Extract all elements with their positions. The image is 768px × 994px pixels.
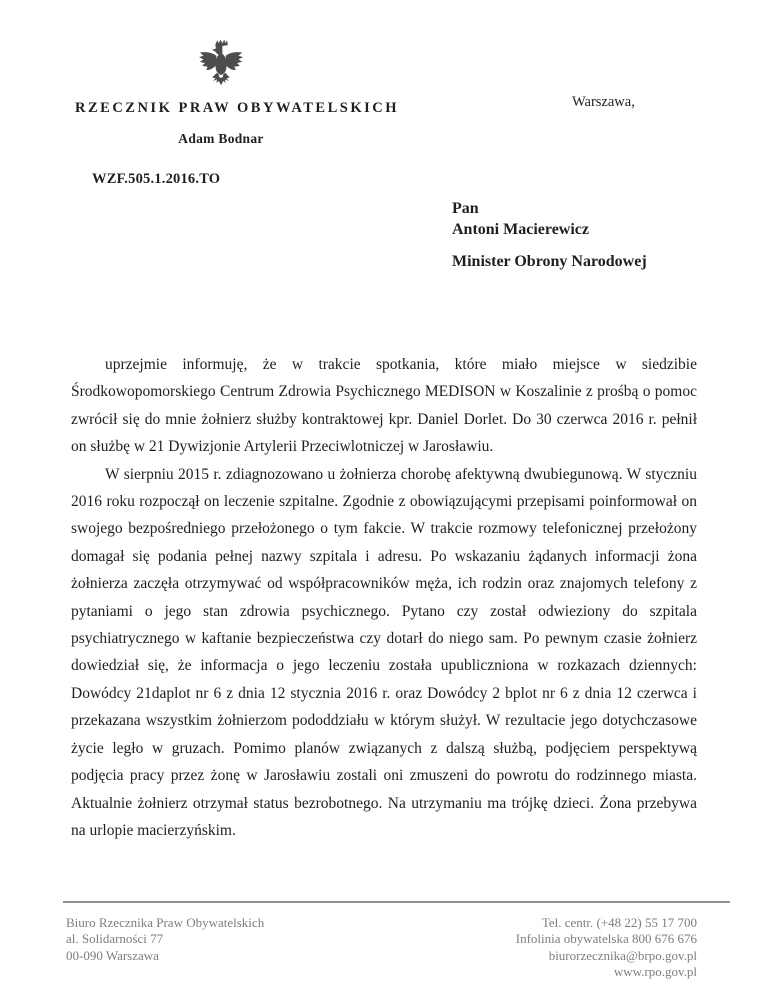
footer-address-line: 00-090 Warszawa: [66, 947, 159, 963]
footer-address-line: al. Solidarności 77: [66, 931, 164, 947]
footer-address-line: Biuro Rzecznika Praw Obywatelskich: [66, 915, 265, 930]
body-paragraph-2: W sierpniu 2015 r. zdiagnozowano u żołnierza chorobę afektywną dwubiegunową. W styczniu 2016 roku rozpoczął on leczenie szpitalne. Zgodnie z obowiązującymi przepisami poinformował on swojego bezpośredniego przełożonego o tym fakcie. W trakcie rozmowy telefonicznej przełożony domagał się podania pełnej nazwy szpitala i adresu. Po wskazaniu żądanych informacji żona żołnierza zaczęła otrzymywać od współpracowników męża, ich rodzin oraz znajomych telefony z pytaniami o jego stan zdrowia psychicznego. Pytano czy został odwieziony do szpitala psychiatrycznego w kaftanie bezpieczeństwa czy dotarł do niego sam. Po pewnym czasie żołnierz dowiedział się, że informacja o jego leczeniu została upubliczniona w rozkazach dziennych: Dowódcy 21daplot nr 6 z dnia 12 stycznia 2016 r. oraz Dowódcy 2 bplot nr 6 z dnia 12 czerwca i przekazana wszystkim żołnierzom pododdziału w którym służył. W rezultacie jego dotychczasowe życie legło w gruzach. Pomimo planów związanych z dalszą służbą, podjęciem perspektywą podjęcia pracy przez żonę w Jarosławiu zostali oni zmuszeni do powrotu do rodzinnego miasta. Aktualnie żołnierz otrzymał status bezrobotnego. Na utrzymaniu ma trójkę dzieci. Żona przebywa na urlopie macierzyńskim.: [71, 465, 697, 839]
footer-email: biurorzecznika@brpo.gov.pl: [548, 947, 697, 963]
recipient-title: Minister Obrony Narodowej: [452, 253, 647, 270]
recipient-salutation: Pan: [452, 200, 479, 217]
polish-eagle-emblem-icon: [198, 38, 244, 90]
letterhead: [75, 38, 399, 147]
signatory-name: Adam Bodnar: [178, 131, 264, 146]
org-name: RZECZNIK PRAW OBYWATELSKICH: [75, 100, 399, 116]
recipient-name: Antoni Macierewicz: [452, 221, 589, 238]
footer-contact: [516, 915, 697, 980]
body-paragraph-1: uprzejmie informuję, że w trakcie spotkania, które miało miejsce w siedzibie Środkowopomorskiego Centrum Zdrowia Psychicznego MEDISON w Koszalinie z prośbą o pomoc zwrócił się do mnie żołnierz służby kontraktowej kpr. Daniel Dorlet. Do 30 czerwca 2016 r. pełnił on służbę w 21 Dywizjonie Artylerii Przeciwlotniczej w Jarosławiu.: [71, 356, 697, 456]
recipient-block: [452, 198, 647, 272]
footer-separator: [63, 901, 730, 903]
footer-hotline: Infolinia obywatelska 800 676 676: [515, 931, 697, 947]
footer-address: [66, 915, 264, 964]
footer-website: www.rpo.gov.pl: [613, 963, 697, 979]
footer-phone: Tel. centr. (+48 22) 55 17 700: [541, 915, 697, 930]
reference-number: WZF.505.1.2016.TO: [92, 171, 221, 187]
place-date: Warszawa,: [572, 94, 635, 110]
letter-body: [71, 351, 697, 844]
